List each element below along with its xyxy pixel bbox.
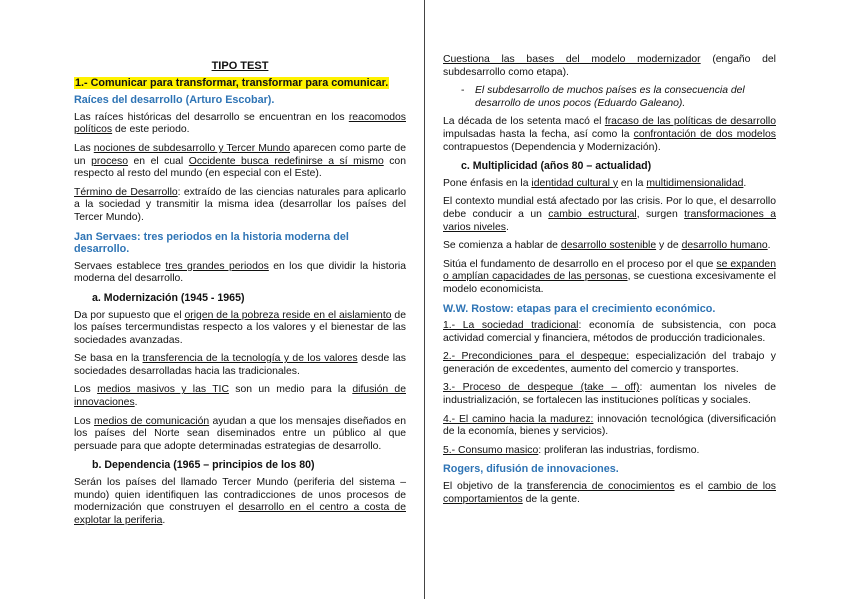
- dash-item: [461, 85, 776, 110]
- dash-marker: -: [461, 85, 465, 97]
- page-title: TIPO TEST: [211, 60, 269, 72]
- section-heading: [74, 77, 406, 91]
- paragraph: Serán los países del llamado Tercer Mundo (periferia del sistema – mundo) quien identifiquen las contradicciones de unos procesos de modernización que construyen el desarrollo en el centro a costa de explotar la periferia.: [74, 477, 406, 526]
- stage-item: 1.- La sociedad tradicional: economía de subsistencia, con poca actividad comercial y financiera, métodos de producción tradicionales.: [443, 320, 776, 344]
- paragraph: Cuestiona las bases del modelo modernizador (engaño del subdesarrollo como etapa).: [443, 54, 776, 78]
- heading-raices: Raíces del desarrollo (Arturo Escobar).: [74, 94, 275, 107]
- right-column: [443, 54, 776, 512]
- stage-item: 4.- El camino hacia la madurez: innovación tecnológica (diversificación de la economía, bienes y servicios).: [443, 413, 776, 438]
- paragraph: Servaes establece tres grandes periodos en los que dividir la historia moderna del desarrollo.: [74, 260, 406, 285]
- paragraph: Sitúa el fundamento de desarrollo en el proceso por el que se expanden o amplían capacidades de las personas, se cuestiona excesivamente el modelo economicista.: [443, 258, 776, 295]
- paragraph: Se comienza a hablar de desarrollo sostenible y de desarrollo humano.: [443, 240, 771, 252]
- paragraph: La década de los setenta macó el fracaso de las políticas de desarrollo impulsadas hasta la fecha, así como la confrontación de dos modelos contrapuestos (Dependencia y Modernización).: [443, 116, 776, 153]
- paragraph: Los medios de comunicación ayudan a que los mensajes diseñados en los países del Norte sean diseminados entre un público al que persuade para que adopte determinadas estrategias de desarrollo.: [74, 415, 406, 452]
- stage-item: 2.- Precondiciones para el despegue: especialización del trabajo y generación de excedentes, aumento del comercio y transportes.: [443, 351, 776, 375]
- paragraph: Los medios masivos y las TIC son un medio para la difusión de innovaciones.: [74, 384, 406, 409]
- subheading-modernizacion: a. Modernización (1945 - 1965): [92, 291, 245, 304]
- paragraph: Pone énfasis en la identidad cultural y en la multidimensionalidad.: [443, 177, 747, 189]
- heading-servaes: Jan Servaes: tres periodos en la historia moderna del desarrollo.: [74, 230, 349, 256]
- highlighted-heading: 1.- Comunicar para transformar, transformar para comunicar.: [75, 76, 389, 89]
- subheading-multiplicidad: c. Multiplicidad (años 80 – actualidad): [461, 160, 652, 173]
- paragraph: Las raíces históricas del desarrollo se encuentran en los reacomodos políticos de este periodo.: [74, 111, 406, 136]
- subheading-dependencia: b. Dependencia (1965 – principios de los 80): [92, 459, 315, 472]
- dash-text: El subdesarrollo de muchos países es la consecuencia del desarrollo de unos pocos (Eduardo Galeano).: [475, 85, 745, 109]
- left-column: [74, 60, 406, 533]
- paragraph: El contexto mundial está afectado por las crisis. Por lo que, el desarrollo debe conducir a un cambio estructural, surgen transformaciones a varios niveles.: [443, 196, 776, 233]
- heading-rostow: W.W. Rostow: etapas para el crecimiento económico.: [443, 302, 716, 315]
- heading-rogers: Rogers, difusión de innovaciones.: [443, 463, 619, 476]
- paragraph: Da por supuesto que el origen de la pobreza reside en el aislamiento de los países tercermundistas respecto a los valores y el bienestar de las sociedades avanzadas.: [74, 309, 406, 346]
- stage-item: 5.- Consumo masico: proliferan las industrias, fordismo.: [443, 444, 700, 456]
- paragraph: Término de Desarrollo: extraído de las ciencias naturales para aplicarlo a la sociedad y transmitir la misma idea (desarrollar los países del Tercer Mundo).: [74, 186, 406, 223]
- column-divider: [424, 0, 425, 599]
- paragraph: El objetivo de la transferencia de conocimientos es el cambio de los comportamientos de la gente.: [443, 481, 776, 505]
- stage-item: 3.- Proceso de despegue (take – off): aumentan los niveles de industrialización, se fortalecen las instituciones políticas y sociales.: [443, 382, 776, 407]
- paragraph: Se basa en la transferencia de la tecnología y de los valores desde las sociedades desarrolladas hacia las tradicionales.: [74, 353, 407, 377]
- paragraph: Las nociones de subdesarrollo y Tercer Mundo aparecen como parte de un proceso en el cual Occidente busca redefinirse a sí mismo con respecto al resto del mundo (en especial con el Este).: [74, 142, 406, 180]
